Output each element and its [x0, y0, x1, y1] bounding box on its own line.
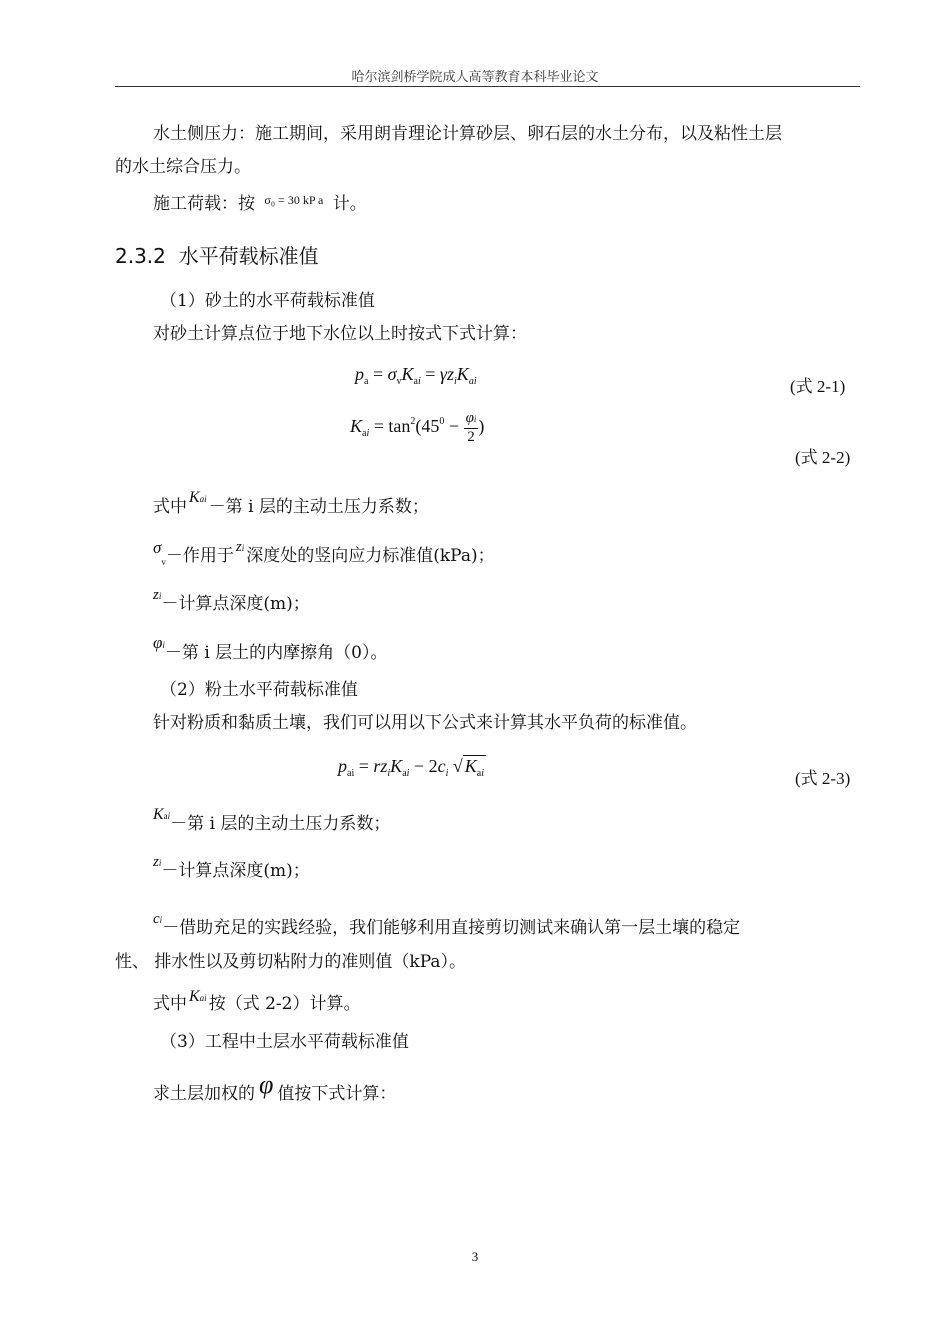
symbol-zi: zi — [235, 539, 245, 555]
definition-zi-text: －计算点深度(m)； — [161, 594, 310, 614]
definition-ci-text-line1: －借助充足的实践经验，我们能够利用直接剪切测试来确认第一层土壤的稳定 — [162, 918, 741, 938]
equation-2-3-number: (式 2-3) — [795, 769, 851, 788]
symbol-sigma-v: $\sigma_v$ — [153, 538, 166, 567]
page-header-title: 哈尔滨剑桥学院成人高等教育本科毕业论文 — [351, 70, 599, 85]
equation-2-2-number: (式 2-2) — [795, 448, 851, 467]
symbol-phi: φi — [153, 633, 165, 652]
construction-load-formula: σ₀ = 30 kP a — [264, 193, 324, 207]
definition-zi-2 — [153, 854, 310, 884]
equation-2-2: $K_{ai} = \tan^2(45^0$ − $\frac{\varphi i}{2}$ ) — [350, 410, 485, 445]
subsection-1-title: （1）砂土的水平荷载标准值 — [160, 291, 375, 311]
construction-load-suffix: 计。 — [332, 194, 367, 214]
symbol-kai: Kai — [153, 806, 171, 823]
subsection-2-title: （2）粉土水平荷载标准值 — [160, 680, 358, 700]
symbol-zi: zi — [153, 854, 162, 870]
note-prefix: 式中 — [153, 994, 187, 1014]
definition-sigma-text-a: －作用于 — [165, 546, 234, 566]
weighted-phi-suffix: 值按下式计算： — [277, 1084, 397, 1104]
construction-load-prefix: 施工荷载：按 — [153, 194, 255, 214]
definition-kai-2 — [153, 806, 391, 837]
equation-2-1-number: (式 2-1) — [790, 377, 846, 396]
section-number: 2.3.2 — [115, 244, 166, 268]
note-kai — [153, 988, 361, 1017]
paragraph-water-soil-pressure-line2: 的水土综合压力。 — [115, 157, 251, 177]
subsection-3-title: （3）工程中土层水平荷载标准值 — [160, 1032, 409, 1052]
header-rule — [115, 86, 860, 87]
subsection-2-intro: 针对粉质和黏质土壤，我们可以用以下公式来计算其水平负荷的标准值。 — [153, 713, 697, 733]
definition-kai-2-text: －第 i 层的主动土压力系数； — [170, 814, 391, 834]
symbol-kai: Kai — [189, 489, 207, 506]
weighted-phi-line — [153, 1070, 397, 1105]
definition-sigma-text-b: 深度处的竖向应力标准值(kPa)； — [246, 546, 495, 566]
definition-phi — [153, 633, 388, 666]
definition-zi-2-text: －计算点深度(m)； — [161, 861, 310, 881]
note-kai-text: 按（式 2-2）计算。 — [208, 994, 361, 1014]
weighted-phi-prefix: 求土层加权的 — [153, 1084, 255, 1104]
symbol-kai: Kai — [189, 988, 207, 1005]
subsection-1-intro: 对砂土计算点位于地下水位以上时按式下式计算： — [153, 324, 527, 344]
page-number: 3 — [471, 1249, 479, 1264]
symbol-zi: zi — [153, 587, 162, 603]
definition-phi-text: －第 i 层土的内摩擦角（0）。 — [164, 643, 388, 663]
definition-sigma-v — [153, 538, 495, 569]
definition-ci-line1 — [153, 911, 741, 941]
paragraph-construction-load — [153, 193, 367, 216]
paragraph-water-soil-pressure-line1: 水土侧压力：施工期间，采用朗肯理论计算砂层、卵石层的水土分布，以及粘性土层 — [153, 124, 782, 144]
symbol-phi-large: φ — [259, 1070, 274, 1099]
definition-prefix: 式中 — [153, 497, 187, 517]
section-heading — [115, 240, 319, 269]
definition-zi — [153, 587, 310, 617]
section-title: 水平荷载标准值 — [178, 244, 319, 268]
symbol-ci: ci — [153, 911, 163, 927]
equation-2-3: $p_{ai} = rz_iK_{ai} - 2c_i$ √ $K_{ai}$ — [338, 756, 484, 779]
definition-ci-line2: 性、 排水性以及剪切粘附力的准则值（kPa）。 — [115, 952, 467, 972]
definition-kai-text: －第 i 层的主动土压力系数； — [208, 497, 429, 517]
definition-kai — [153, 489, 429, 520]
equation-2-1: $p_a = \sigma_vK_{ai} = \gamma z_iK_{ai}$ — [355, 364, 477, 387]
